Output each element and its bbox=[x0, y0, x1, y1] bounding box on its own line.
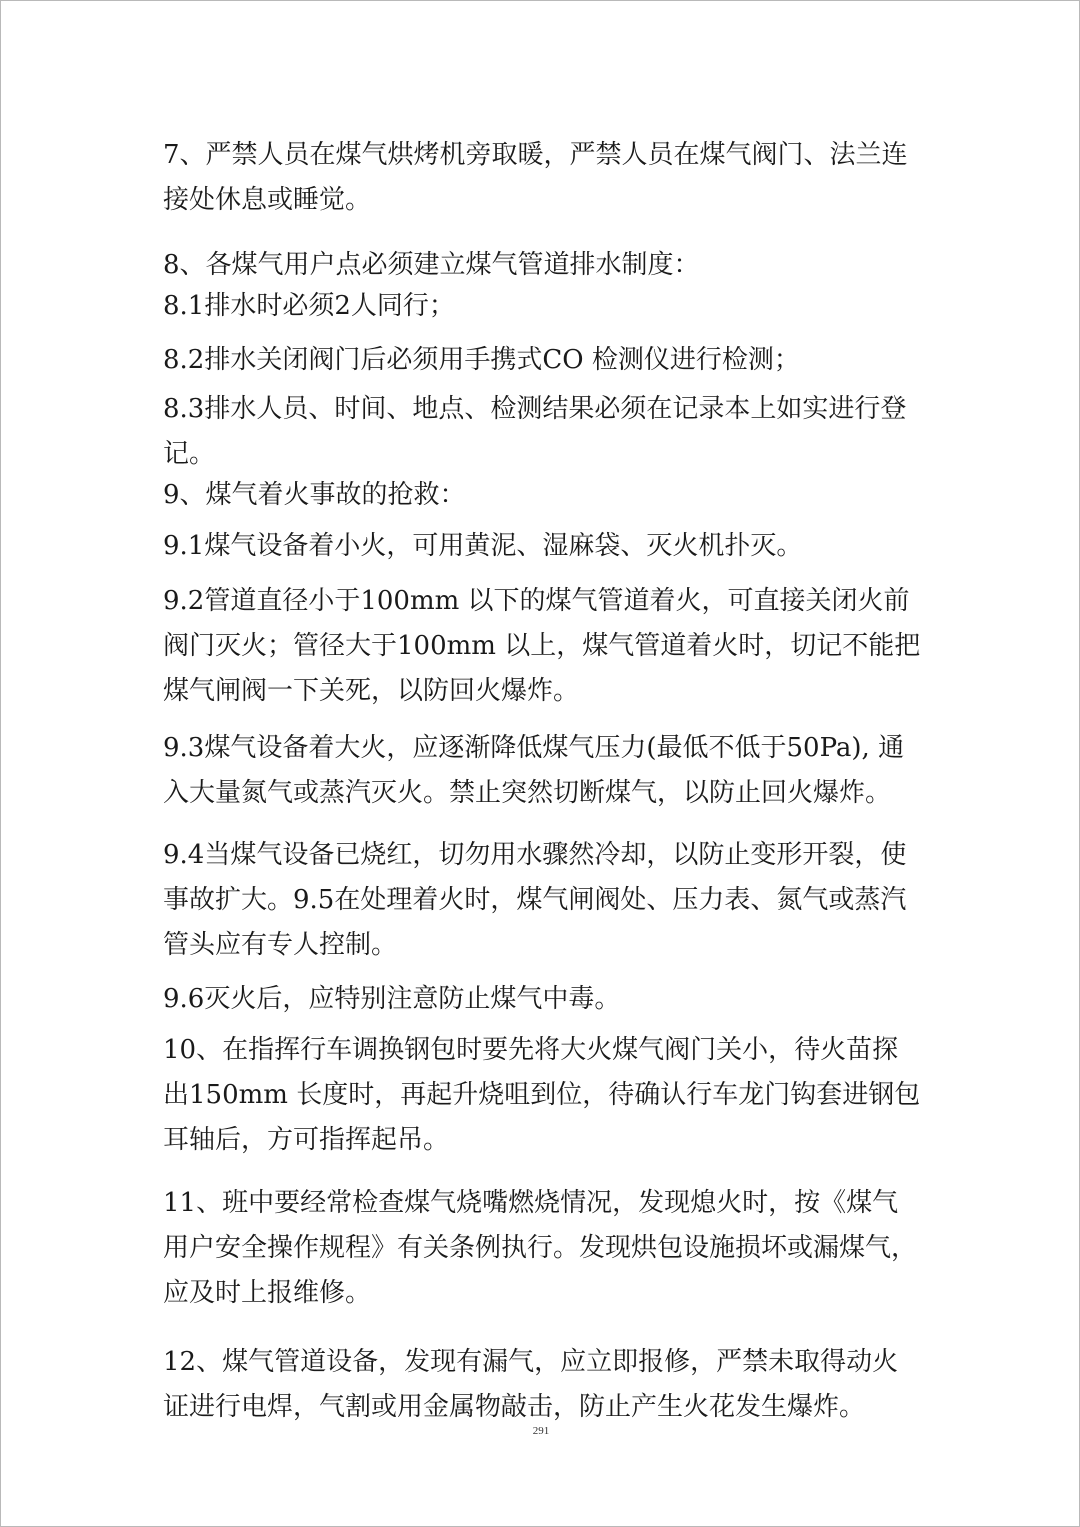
paragraph-8: 8、各煤气用户点必须建立煤气管道排水制度： bbox=[163, 250, 700, 280]
paragraph-9-6: 9.6灭火后，应特别注意防止煤气中毒。 bbox=[163, 984, 621, 1014]
paragraph-9: 9、煤气着火事故的抢救： bbox=[163, 480, 466, 510]
paragraph-9-2: 9.2管道直径小于100mm 以下的煤气管道着火，可直接关闭火前阀门灭火；管径大于100mm 以上，煤气管道着火时，切记不能把煤气闸阀一下关死，以防回火爆炸。 bbox=[163, 586, 921, 706]
paragraph-9-1: 9.1煤气设备着小火，可用黄泥、湿麻袋、灭火机扑灭。 bbox=[163, 531, 803, 561]
paragraph-8-1: 8.1排水时必须2人同行； bbox=[163, 291, 455, 321]
paragraph-12: 12、煤气管道设备，发现有漏气，应立即报修，严禁未取得动火证进行电焊，气割或用金属物敲击，防止产生火花发生爆炸。 bbox=[163, 1347, 899, 1422]
paragraph-9-3: 9.3煤气设备着大火，应逐渐降低煤气压力(最低不低于50Pa), 通入大量氮气或蒸汽灭火。禁止突然切断煤气，以防止回火爆炸。 bbox=[163, 733, 905, 808]
paragraph-9-4: 9.4当煤气设备已烧红，切勿用水骤然冷却，以防止变形开裂，使事故扩大。9.5在处理着火时，煤气闸阀处、压力表、氮气或蒸汽管头应有专人控制。 bbox=[163, 840, 907, 960]
paragraph-11: 11、班中要经常检查煤气烧嘴燃烧情况，发现熄火时，按《煤气用户安全操作规程》有关条例执行。发现烘包设施损坏或漏煤气，应及时上报维修。 bbox=[163, 1188, 918, 1308]
page-number: 291 bbox=[532, 1425, 550, 1437]
paragraph-10: 10、在指挥行车调换钢包时要先将大火煤气阀门关小，待火苗探出150mm 长度时，再起升烧咀到位，待确认行车龙门钩套进钢包耳轴后，方可指挥起吊。 bbox=[163, 1035, 921, 1155]
paragraph-8-3: 8.3排水人员、时间、地点、检测结果必须在记录本上如实进行登记。 bbox=[163, 394, 907, 469]
paragraph-8-2: 8.2排水关闭阀门后必须用手携式CO 检测仪进行检测； bbox=[163, 345, 800, 375]
document-body bbox=[163, 133, 923, 1430]
paragraph-7: 7、严禁人员在煤气烘烤机旁取暖，严禁人员在煤气阀门、法兰连接处休息或睡觉。 bbox=[163, 140, 908, 215]
